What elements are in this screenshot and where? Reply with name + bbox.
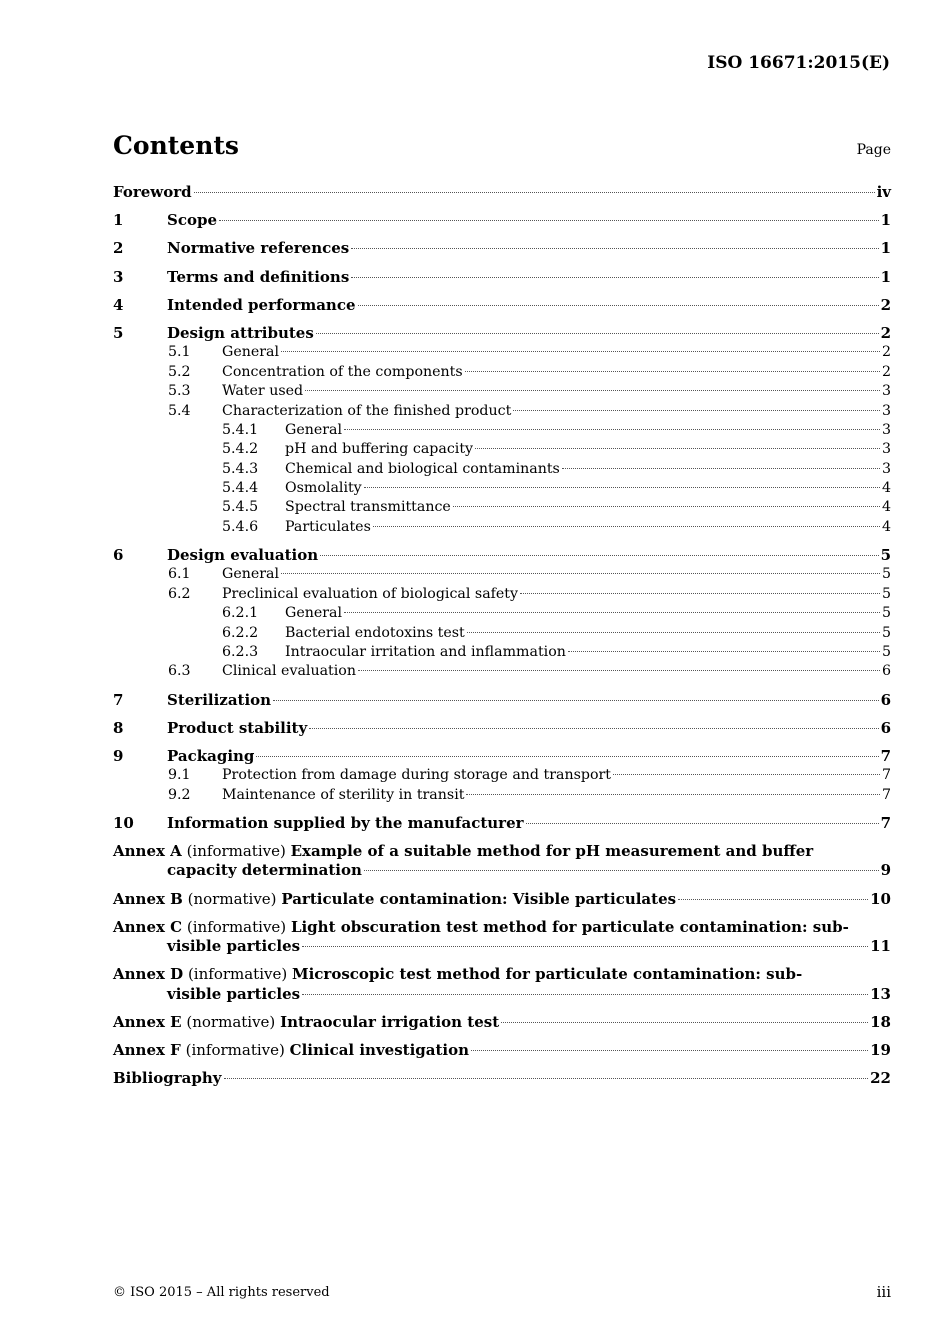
toc-entry-page: 22 — [870, 1069, 891, 1088]
toc-entry-page: 9 — [880, 861, 891, 880]
toc-entry-number: 5.4.6 — [222, 518, 259, 535]
toc-entry-title: Concentration of the components — [222, 363, 463, 380]
toc-entry-number: 5.4.4 — [222, 480, 259, 497]
contents-title: Contents — [113, 131, 240, 160]
toc-entry-5-4-6[interactable] — [113, 518, 891, 537]
toc-entry-design-evaluation[interactable] — [113, 546, 891, 565]
toc-entry-page: 2 — [880, 295, 891, 314]
dot-leader — [302, 945, 868, 947]
toc-entry-page: 18 — [870, 1013, 891, 1032]
toc-entry-packaging[interactable] — [113, 747, 891, 766]
annex-title: Clinical investigation — [289, 1041, 470, 1060]
dot-leader — [466, 793, 880, 795]
toc-entry-page: 6 — [881, 663, 891, 680]
toc-entry-page: iv — [876, 183, 891, 201]
toc-entry-title: Normative references — [167, 239, 350, 258]
toc-entry-title: Clinical evaluation — [222, 663, 356, 680]
toc-entry-page: 10 — [870, 889, 891, 908]
annex-title-line1: Example of a suitable method for pH measurement and buffer — [290, 842, 814, 861]
toc-entry-title: Spectral transmittance — [285, 499, 451, 516]
toc-entry-annex-f[interactable] — [113, 1041, 891, 1060]
toc-entry-page: 5 — [880, 546, 891, 565]
toc-entry-number: 10 — [113, 813, 134, 832]
toc-entry-6-1[interactable] — [113, 565, 891, 584]
toc-entry-number: 6.2 — [168, 585, 191, 602]
toc-entry-9-2[interactable] — [113, 786, 891, 805]
toc-entry-page: 2 — [881, 344, 891, 361]
toc-entry-annex-a[interactable] — [113, 842, 891, 881]
annex-label: Annex B — [113, 889, 183, 908]
dot-leader — [471, 1049, 868, 1051]
annex-label: Annex C — [113, 917, 183, 936]
dot-leader — [281, 350, 880, 352]
toc-entry-page: 13 — [870, 984, 891, 1003]
toc-entry-page: 6 — [880, 690, 891, 709]
toc-entry-annex-e[interactable] — [113, 1013, 891, 1032]
annex-title: Particulate contamination: Visible particulates — [281, 889, 677, 908]
toc-entry-6-2-3[interactable] — [113, 643, 891, 662]
toc-entry-6-3[interactable] — [113, 662, 891, 681]
dot-leader — [364, 869, 879, 871]
dot-leader — [309, 727, 878, 729]
dot-leader — [305, 389, 880, 391]
dot-leader — [364, 486, 880, 488]
dot-leader — [453, 505, 880, 507]
dot-leader — [568, 650, 880, 652]
dot-leader — [219, 219, 879, 221]
annex-title: Intraocular irrigation test — [280, 1013, 500, 1032]
toc-entry-page: 3 — [881, 441, 891, 458]
dot-leader — [256, 755, 878, 757]
annex-label: Annex E — [113, 1013, 182, 1032]
toc-entry-title: Intraocular irritation and inflammation — [285, 643, 566, 660]
toc-entry-number: 6.1 — [168, 566, 191, 583]
toc-entry-information-supplied[interactable] — [113, 814, 891, 833]
toc-entry-product-stability[interactable] — [113, 719, 891, 738]
toc-entry-page: 7 — [881, 767, 891, 784]
toc-entry-5-4[interactable] — [113, 402, 891, 421]
toc-entry-page: 4 — [881, 518, 891, 535]
page-column-label: Page — [856, 142, 891, 158]
toc-entry-title: Maintenance of sterility in transit — [222, 786, 465, 803]
toc-entry-page: 1 — [880, 239, 891, 258]
dot-leader — [194, 191, 875, 193]
annex-type: (informative) — [187, 965, 288, 984]
toc-entry-5-4-5[interactable] — [113, 498, 891, 517]
toc-entry-title: Osmolality — [285, 480, 362, 497]
toc-entry-terms-and-definitions[interactable] — [113, 268, 891, 287]
toc-entry-page: 5 — [881, 585, 891, 602]
dot-leader — [613, 773, 880, 775]
annex-label: Annex F — [113, 1041, 181, 1060]
toc-entry-annex-b[interactable] — [113, 890, 891, 909]
dot-leader — [358, 669, 880, 671]
toc-entry-number: 5.4.3 — [222, 460, 259, 477]
dot-leader — [358, 304, 879, 306]
toc-entry-title: Bibliography — [113, 1069, 222, 1088]
toc-entry-title: General — [222, 566, 280, 583]
toc-entry-5-2[interactable] — [113, 363, 891, 382]
dot-leader — [316, 332, 879, 334]
dot-leader — [351, 247, 878, 249]
toc-entry-title: Design attributes — [167, 323, 314, 342]
footer-page-number: iii — [876, 1283, 891, 1301]
toc-entry-page: 3 — [881, 383, 891, 400]
toc-entry-page: 11 — [870, 937, 891, 956]
dot-leader — [344, 428, 880, 430]
toc-entry-annex-c[interactable] — [113, 918, 891, 957]
dot-leader — [562, 467, 880, 469]
toc-entry-title: Packaging — [167, 746, 255, 765]
annex-type: (informative) — [186, 842, 286, 861]
toc-entry-number: 5 — [113, 323, 124, 342]
dot-leader — [344, 611, 880, 613]
toc-entry-page: 2 — [881, 363, 891, 380]
dot-leader — [302, 993, 868, 995]
dot-leader — [465, 370, 880, 372]
toc-entry-title: Terms and definitions — [167, 267, 350, 286]
toc-entry-number: 9.2 — [168, 786, 191, 803]
annex-label: Annex D — [113, 965, 184, 984]
toc-entry-5-4-1[interactable] — [113, 421, 891, 440]
toc-entry-number: 5.2 — [168, 363, 191, 380]
toc-entry-title: Design evaluation — [167, 546, 319, 565]
dot-leader — [273, 699, 878, 701]
annex-title-line1: Light obscuration test method for particulate contamination: sub- — [290, 917, 849, 936]
toc-entry-page: 2 — [880, 323, 891, 342]
toc-entry-scope[interactable] — [113, 211, 891, 230]
toc-entry-6-2[interactable] — [113, 585, 891, 604]
toc-entry-page: 1 — [880, 211, 891, 230]
toc-entry-title: Protection from damage during storage and transport — [222, 767, 611, 784]
annex-type: (informative) — [185, 1041, 285, 1060]
toc-entry-title: Chemical and biological contaminants — [285, 460, 560, 477]
toc-entry-number: 9 — [113, 746, 124, 765]
toc-entry-9-1[interactable] — [113, 766, 891, 785]
toc-entry-normative-references[interactable] — [113, 239, 891, 258]
dot-leader — [520, 592, 880, 594]
toc-entry-page: 19 — [870, 1041, 891, 1060]
toc-entry-title: Sterilization — [167, 690, 272, 709]
toc-entry-5-4-3[interactable] — [113, 460, 891, 479]
dot-leader — [501, 1021, 868, 1023]
dot-leader — [320, 554, 878, 556]
toc-entry-page: 7 — [880, 813, 891, 832]
toc-entry-number: 5.4 — [168, 402, 191, 419]
dot-leader — [373, 525, 880, 527]
toc-entry-intended-performance[interactable] — [113, 296, 891, 315]
toc-entry-title: Foreword — [113, 183, 192, 201]
toc-entry-page: 1 — [880, 267, 891, 286]
document-code: ISO 16671:2015(E) — [707, 53, 890, 73]
dot-leader — [467, 631, 880, 633]
toc-entry-number: 9.1 — [168, 767, 191, 784]
annex-title-line1: Microscopic test method for particulate contamination: sub- — [292, 965, 803, 984]
footer-copyright: © ISO 2015 – All rights reserved — [113, 1285, 330, 1300]
toc-entry-5-1[interactable] — [113, 343, 891, 362]
annex-type: (normative) — [186, 1013, 276, 1032]
toc-entry-title: pH and buffering capacity — [285, 441, 474, 458]
toc-entry-number: 4 — [113, 295, 124, 314]
toc-entry-title: Water used — [222, 383, 304, 400]
toc-entry-page: 7 — [880, 746, 891, 765]
toc-entry-design-attributes[interactable] — [113, 324, 891, 343]
toc-entry-page: 4 — [881, 480, 891, 497]
annex-title-line2: visible particles — [167, 984, 301, 1003]
toc-entry-annex-d[interactable] — [113, 965, 891, 1004]
annex-type: (informative) — [186, 917, 287, 936]
toc-entry-title: Scope — [167, 211, 218, 230]
toc-entry-page: 5 — [881, 605, 891, 622]
toc-entry-page: 3 — [881, 460, 891, 477]
dot-leader — [513, 409, 880, 411]
annex-title-line2: capacity determination — [167, 861, 362, 880]
toc-entry-number: 5.4.1 — [222, 421, 259, 438]
toc-entry-title: General — [285, 605, 343, 622]
toc-entry-number: 5.1 — [168, 344, 191, 361]
toc-entry-number: 3 — [113, 267, 124, 286]
toc-entry-5-4-4[interactable] — [113, 479, 891, 498]
toc-entry-number: 6.2.1 — [222, 605, 259, 622]
toc-entry-page: 5 — [881, 643, 891, 660]
toc-entry-title: Intended performance — [167, 295, 356, 314]
toc-entry-title: Preclinical evaluation of biological safety — [222, 585, 519, 602]
toc-entry-sterilization[interactable] — [113, 691, 891, 710]
toc-entry-6-2-2[interactable] — [113, 624, 891, 643]
toc-entry-page: 7 — [881, 786, 891, 803]
toc-entry-number: 1 — [113, 211, 124, 230]
toc-entry-title: General — [222, 344, 280, 361]
annex-title-line2: visible particles — [167, 937, 301, 956]
toc-entry-page: 5 — [881, 624, 891, 641]
toc-entry-number: 5.4.2 — [222, 441, 259, 458]
annex-label: Annex A — [113, 842, 182, 861]
toc-entry-page: 6 — [880, 718, 891, 737]
toc-entry-title: Bacterial endotoxins test — [285, 624, 465, 641]
toc-entry-number: 5.3 — [168, 383, 191, 400]
dot-leader — [526, 822, 879, 824]
toc-entry-title: Characterization of the finished product — [222, 402, 512, 419]
toc-entry-number: 8 — [113, 718, 124, 737]
toc-entry-number: 6.2.3 — [222, 643, 259, 660]
dot-leader — [475, 447, 880, 449]
toc-entry-foreword[interactable] — [113, 183, 891, 202]
toc-entry-number: 6.3 — [168, 663, 191, 680]
toc-entry-number: 6.2.2 — [222, 624, 259, 641]
toc-entry-number: 2 — [113, 239, 124, 258]
toc-entry-page: 3 — [881, 402, 891, 419]
annex-type: (normative) — [187, 889, 277, 908]
toc-entry-number: 7 — [113, 690, 124, 709]
toc-entry-bibliography[interactable] — [113, 1069, 891, 1088]
toc-entry-title: Particulates — [285, 518, 371, 535]
toc-entry-6-2-1[interactable] — [113, 604, 891, 623]
dot-leader — [224, 1077, 869, 1079]
toc-entry-5-3[interactable] — [113, 382, 891, 401]
toc-entry-title: Information supplied by the manufacturer — [167, 813, 524, 832]
dot-leader — [281, 572, 880, 574]
toc-entry-page: 4 — [881, 499, 891, 516]
toc-entry-title: Product stability — [167, 718, 308, 737]
toc-entry-page: 5 — [881, 566, 891, 583]
toc-entry-number: 5.4.5 — [222, 499, 259, 516]
toc-entry-title: General — [285, 421, 343, 438]
dot-leader — [678, 898, 868, 900]
dot-leader — [351, 276, 878, 278]
table-of-contents — [113, 183, 891, 1089]
toc-entry-number: 6 — [113, 546, 124, 565]
toc-entry-page: 3 — [881, 421, 891, 438]
toc-entry-5-4-2[interactable] — [113, 440, 891, 459]
